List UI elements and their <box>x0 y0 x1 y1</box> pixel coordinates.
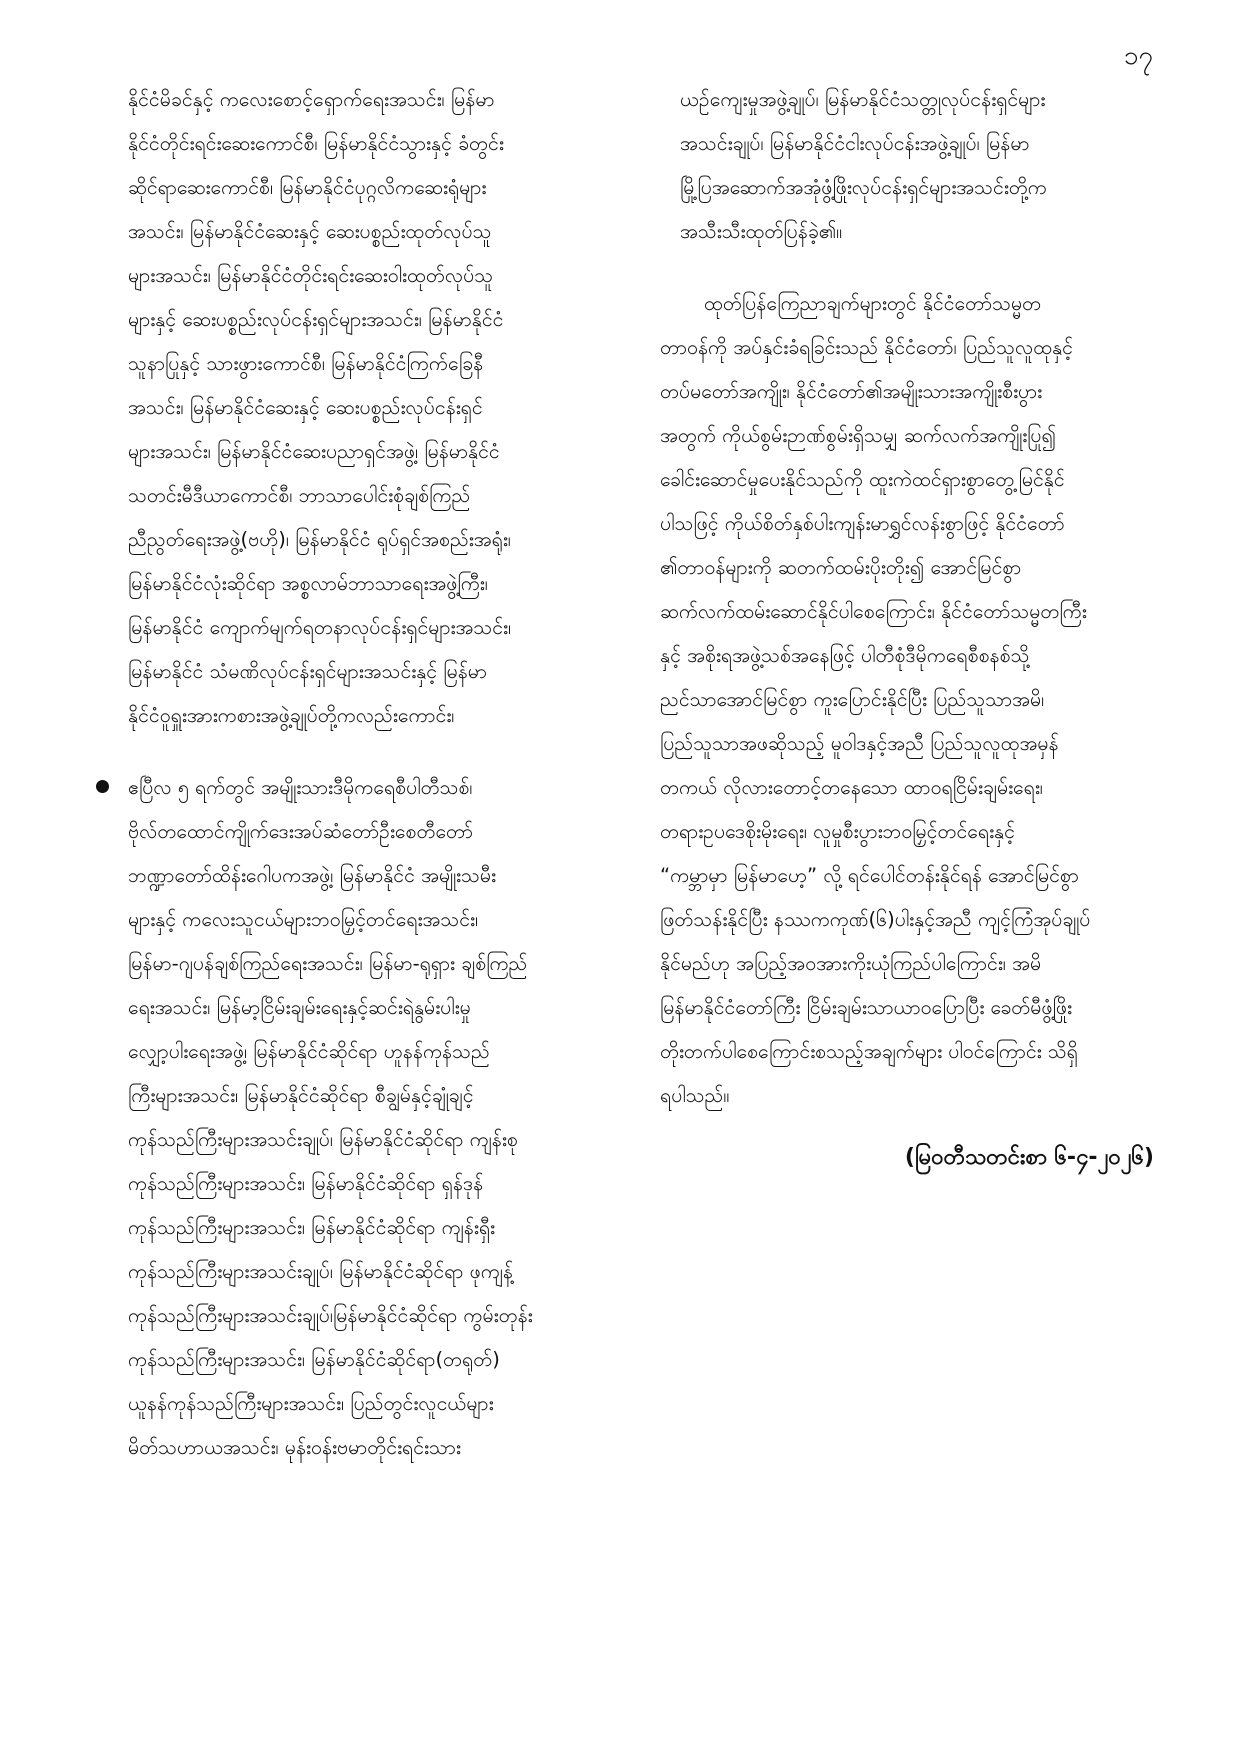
text-line: အသင်း၊ မြန်မာနိုင်ငံဆေးနှင့် ဆေးပစ္စည်းလုပ်ငန်းရှင် <box>128 396 483 419</box>
text-line: ယူနန်ကုန်သည်ကြီးများအသင်း၊ ပြည်တွင်းလူငယ်များ <box>128 1392 494 1415</box>
text-line: မြန်မာနိုင်ငံ ကျောက်မျက်ရတနာလုပ်ငန်းရှင်များအသင်း၊ <box>128 616 512 639</box>
source-citation: (မြဝတီသတင်းစာ ၆-၄-၂၀၂၆) <box>904 1145 1154 1170</box>
text-line: ပါသဖြင့် ကိုယ်စိတ်နှစ်ပါးကျန်းမာရွှင်လန်းစွာဖြင့် နိုင်ငံတော် <box>660 512 1065 535</box>
text-line: နိုင်မည်ဟု အပြည့်အဝအားကိုးယုံကြည်ပါကြောင်း၊ အမိ <box>660 952 1042 975</box>
text-line: ဖြတ်သန်းနိုင်ပြီး နဿကကုဏ်(၆)ပါးနှင့်အညီ ကျင့်ကြံအုပ်ချုပ် <box>660 908 1091 931</box>
text-line: ခေါင်းဆောင်မှုပေးနိုင်သည်ကို ထူးကဲထင်ရှားစွာတွေ့မြင်နိုင် <box>660 468 1065 491</box>
text-line: “ကမ္ဘာမှာ မြန်မာဟေ့” လို့ ရင်ပေါင်တန်းနိုင်ရန် အောင်မြင်စွာ <box>660 864 1079 887</box>
text-line: တကယ် လိုလားတောင့်တနေသော ထာဝရငြိမ်းချမ်းရေး၊ <box>660 776 1043 799</box>
text-line: များနှင့် ကလေးသူငယ်များဘဝမြှင့်တင်ရေးအသင်း၊ <box>128 908 479 931</box>
text-line: များနှင့် ဆေးပစ္စည်းလုပ်ငန်းရှင်များအသင်း၊ မြန်မာနိုင်ငံ <box>128 308 504 331</box>
bullet-icon <box>96 780 109 793</box>
text-line: ကြီးများအသင်း၊ မြန်မာနိုင်ငံဆိုင်ရာ စီချွမ်နှင့်ချုံချင့် <box>128 1084 474 1107</box>
text-line: ရေးအသင်း၊ မြန်မာ့ငြိမ်းချမ်းရေးနှင့်ဆင်းရဲနွမ်းပါးမှု <box>128 996 471 1019</box>
text-line: သတင်းမီဒီယာကောင်စီ၊ ဘာသာပေါင်းစုံချစ်ကြည် <box>128 484 471 507</box>
text-line: မြန်မာနိုင်ငံ သံမဏိလုပ်ငန်းရှင်များအသင်းနှင့် မြန်မာ <box>128 660 487 683</box>
text-line: ကုန်သည်ကြီးများအသင်း၊ မြန်မာနိုင်ငံဆိုင်ရာ ရှန်ဒုန် <box>128 1172 484 1195</box>
text-line: နိုင်ငံတိုင်းရင်းဆေးကောင်စီ၊ မြန်မာနိုင်ငံသွားနှင့် ခံတွင်း <box>128 132 504 155</box>
text-line: အတွက် ကိုယ်စွမ်းဉာဏ်စွမ်းရှိသမျှ ဆက်လက်အကျိုးပြု၍ <box>660 424 1057 447</box>
text-line: တရားဥပဒေစိုးမိုးရေး၊ လူမှုစီးပွားဘဝမြှင့်တင်ရေးနှင့် <box>660 820 1015 843</box>
text-line: များအသင်း၊ မြန်မာနိုင်ငံတိုင်းရင်းဆေးဝါးထုတ်လုပ်သူ <box>128 264 494 287</box>
text-line: နိုင်ငံမိခင်နှင့် ကလေးစောင့်ရှောက်ရေးအသင်း၊ မြန်မာ <box>128 88 495 111</box>
text-line: မိတ်သဟာယအသင်း၊ မုန်းဝန်းဗမာတိုင်းရင်းသား <box>128 1436 461 1459</box>
text-line: သူနာပြုနှင့် သားဖွားကောင်စီ၊ မြန်မာနိုင်ငံကြက်ခြေနီ <box>128 352 484 375</box>
text-line: တာဝန်ကို အပ်နှင်းခံရခြင်းသည် နိုင်ငံတော်၊ ပြည်သူလူထုနှင့် <box>660 336 1073 359</box>
page-number: ၁၇ <box>1123 41 1153 71</box>
text-line: တပ်မတော်အကျိုး၊ နိုင်ငံတော်၏အမျိုးသားအကျိုးစီးပွား <box>660 380 1043 403</box>
text-line: ကုန်သည်ကြီးများအသင်းချုပ်၊ မြန်မာနိုင်ငံဆိုင်ရာ ကျန်းစု <box>128 1128 518 1151</box>
text-line: ထုတ်ပြန်ကြေညာချက်များတွင် နိုင်ငံတော်သမ္မတ <box>704 292 1042 315</box>
text-line: အသင်း၊ မြန်မာနိုင်ငံဆေးနှင့် ဆေးပစ္စည်းထုတ်လုပ်သူ <box>128 220 492 243</box>
text-line: မြို့ပြအဆောက်အအုံဖွံ့ဖြိုးလုပ်ငန်းရှင်များအသင်းတို့က <box>680 176 1047 199</box>
text-line: ကုန်သည်ကြီးများအသင်း၊ မြန်မာနိုင်ငံဆိုင်ရာ ကျန်းရှီး <box>128 1216 495 1239</box>
text-line: တိုးတက်ပါစေကြောင်းစသည့်အချက်များ ပါဝင်ကြောင်း သိရှိ <box>660 1040 1078 1063</box>
text-line: ပြည်သူသာအဖဆိုသည့် မူဝါဒနှင့်အညီ ပြည်သူလူထုအမှန် <box>660 732 1059 755</box>
left-column <box>128 78 600 1470</box>
paragraph-gap <box>660 254 1154 282</box>
text-line: ဘဏ္ဍာတော်ထိန်းဂေါပကအဖွဲ့၊ မြန်မာနိုင်ငံ အမျိုးသမီး <box>128 864 496 887</box>
text-line: အသင်းချုပ်၊ မြန်မာနိုင်ငံငါးလုပ်ငန်းအဖွဲ့ချုပ်၊ မြန်မာ <box>680 132 1030 155</box>
text-line: ညီညွတ်ရေးအဖွဲ့(ဗဟို)၊ မြန်မာနိုင်ငံ ရုပ်ရှင်အစည်းအရုံး၊ <box>128 528 511 551</box>
text-line: မြန်မာ-ဂျပန်ချစ်ကြည်ရေးအသင်း၊ မြန်မာ-ရုရှား ချစ်ကြည် <box>128 952 528 975</box>
text-line: နိုင်ငံဝူရှူးအားကစားအဖွဲ့ချုပ်တို့ကလည်းကောင်း၊ <box>128 704 455 727</box>
text-line: ၏တာဝန်များကို ဆတက်ထမ်းပိုးတိုး၍ အောင်မြင်စွာ <box>660 556 1022 579</box>
text-line: ဧပြီလ ၅ ရက်တွင် အမျိုးသားဒီမိုကရေစီပါတီသစ်၊ <box>128 776 473 799</box>
text-line: ဆက်လက်ထမ်းဆောင်နိုင်ပါစေကြောင်း၊ နိုင်ငံတော်သမ္မတကြီး <box>660 600 1087 623</box>
right-column <box>660 78 1154 1175</box>
text-line: ဆိုင်ရာဆေးကောင်စီ၊ မြန်မာနိုင်ငံပုဂ္ဂလိကဆေးရုံများ <box>128 176 487 199</box>
text-line: ညင်သာအောင်မြင်စွာ ကူးပြောင်းနိုင်ပြီး ပြည်သူသာအမိ၊ <box>660 688 1045 711</box>
text-line: ကုန်သည်ကြီးများအသင်းချုပ်၊ မြန်မာနိုင်ငံဆိုင်ရာ ဖုကျန့် <box>128 1260 514 1283</box>
text-line: နှင့် အစိုးရအဖွဲ့သစ်အနေဖြင့် ပါတီစုံဒီမိုကရေစီစနစ်သို့ <box>660 644 1030 667</box>
text-line: ကုန်သည်ကြီးများအသင်း၊ မြန်မာနိုင်ငံဆိုင်ရာ(တရုတ်) <box>128 1348 500 1371</box>
left-paragraph-1 <box>128 78 600 738</box>
text-line: ရပါသည်။ <box>660 1084 730 1107</box>
text-line: မြန်မာနိုင်ငံတော်ကြီး ငြိမ်းချမ်းသာယာဝပြောပြီး ခေတ်မီဖွံ့ဖြိုး <box>660 996 1072 1019</box>
text-line: ယဉ်ကျေးမှုအဖွဲ့ချုပ်၊ မြန်မာနိုင်ငံသတ္တုလုပ်ငန်းရှင်များ <box>680 88 1046 111</box>
text-line: ကုန်သည်ကြီးများအသင်းချုပ်၊မြန်မာနိုင်ငံဆိုင်ရာ ကွမ်းတုန်း <box>128 1304 533 1327</box>
text-line: ဗိုလ်တထောင်ကျိုက်ဒေးအပ်ဆံတော်ဦးစေတီတော် <box>128 820 474 843</box>
text-line: မြန်မာနိုင်ငံလုံးဆိုင်ရာ အစ္စလာမ်ဘာသာရေးအဖွဲ့ကြီး၊ <box>128 572 488 595</box>
text-line: လျှော့ပါးရေးအဖွဲ့၊ မြန်မာနိုင်ငံဆိုင်ရာ ဟူနန်ကုန်သည် <box>128 1040 490 1063</box>
right-paragraph-1 <box>660 78 1154 254</box>
right-paragraph-2 <box>660 282 1154 1118</box>
bullet-item <box>128 766 600 1470</box>
text-line: အသီးသီးထုတ်ပြန်ခဲ့၏။ <box>680 220 843 243</box>
text-line: များအသင်း၊ မြန်မာနိုင်ငံဆေးပညာရှင်အဖွဲ့၊ မြန်မာနိုင်ငံ <box>128 440 500 463</box>
